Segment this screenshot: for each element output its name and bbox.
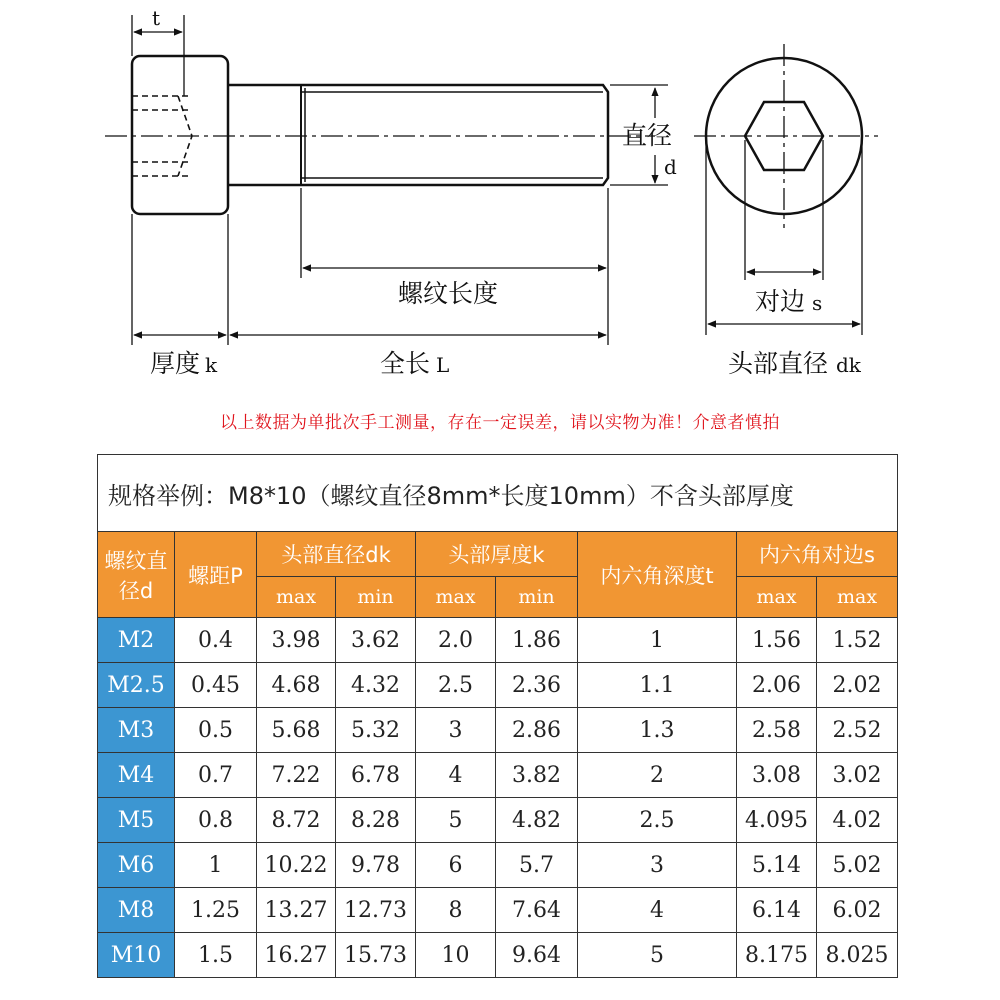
size-cell: M5 [98, 798, 175, 843]
value-cell: 2.5 [416, 663, 496, 708]
subheader-cell: max [257, 577, 336, 618]
value-cell: 2.06 [737, 663, 817, 708]
value-cell: 2 [578, 753, 737, 798]
value-cell: 1 [578, 618, 737, 663]
value-cell: 5.7 [496, 843, 578, 888]
value-cell: 0.5 [175, 708, 257, 753]
value-cell: 4 [416, 753, 496, 798]
value-cell: 7.64 [496, 888, 578, 933]
value-cell: 2.0 [416, 618, 496, 663]
value-cell: 10.22 [257, 843, 336, 888]
value-cell: 16.27 [257, 933, 336, 978]
value-cell: 8.28 [336, 798, 416, 843]
value-cell: 2.5 [578, 798, 737, 843]
subheader-cell: max [416, 577, 496, 618]
thread-length-dimension [301, 188, 608, 345]
table-row [98, 663, 898, 708]
value-cell: 3 [578, 843, 737, 888]
value-cell: 7.22 [257, 753, 336, 798]
size-cell: M10 [98, 933, 175, 978]
value-cell: 10 [416, 933, 496, 978]
subheader-cell: max [817, 577, 898, 618]
value-cell: 2.36 [496, 663, 578, 708]
value-cell: 4.82 [496, 798, 578, 843]
value-cell: 8.025 [817, 933, 898, 978]
header-head-thickness: 头部厚度k [416, 532, 578, 577]
value-cell: 0.8 [175, 798, 257, 843]
screw-head [132, 56, 228, 214]
value-cell: 0.45 [175, 663, 257, 708]
screw-shank [228, 85, 608, 185]
value-cell: 3.82 [496, 753, 578, 798]
value-cell: 1.1 [578, 663, 737, 708]
value-cell: 1.25 [175, 888, 257, 933]
value-cell: 2.02 [817, 663, 898, 708]
value-cell: 3.62 [336, 618, 416, 663]
table-row [98, 708, 898, 753]
subheader-cell: min [336, 577, 416, 618]
size-cell: M2 [98, 618, 175, 663]
value-cell: 1.3 [578, 708, 737, 753]
value-cell: 8.72 [257, 798, 336, 843]
subheader-cell: max [737, 577, 817, 618]
value-cell: 2.86 [496, 708, 578, 753]
table-row [98, 753, 898, 798]
value-cell: 6.02 [817, 888, 898, 933]
value-cell: 3.08 [737, 753, 817, 798]
value-cell: 5 [578, 933, 737, 978]
value-cell: 1.5 [175, 933, 257, 978]
t-label: t [152, 6, 161, 30]
value-cell: 9.78 [336, 843, 416, 888]
size-cell: M2.5 [98, 663, 175, 708]
screw-dimension-drawing [0, 0, 1000, 400]
s-label: s [812, 291, 823, 315]
size-cell: M3 [98, 708, 175, 753]
value-cell: 4.02 [817, 798, 898, 843]
value-cell: 3 [416, 708, 496, 753]
value-cell: 9.64 [496, 933, 578, 978]
value-cell: 12.73 [336, 888, 416, 933]
value-cell: 3.02 [817, 753, 898, 798]
across-flats-label: 对边 [755, 287, 806, 316]
value-cell: 5.02 [817, 843, 898, 888]
value-cell: 1.56 [737, 618, 817, 663]
value-cell: 6.14 [737, 888, 817, 933]
value-cell: 15.73 [336, 933, 416, 978]
value-cell: 5 [416, 798, 496, 843]
header-across-flats: 内六角对边s [737, 532, 898, 577]
disclaimer-text: 以上数据为单批次手工测量，存在一定误差，请以实物为准！介意者慎拍 [220, 413, 780, 433]
header-thread-diameter: 螺纹直径d [98, 532, 175, 618]
total-length-label: 全长 [380, 349, 431, 378]
thread-length-label: 螺纹长度 [398, 279, 499, 308]
k-label: k [205, 353, 218, 377]
table-row [98, 618, 898, 663]
value-cell: 0.4 [175, 618, 257, 663]
d-label: d [664, 155, 677, 179]
value-cell: 4.095 [737, 798, 817, 843]
value-cell: 8.175 [737, 933, 817, 978]
value-cell: 8 [416, 888, 496, 933]
value-cell: 1.86 [496, 618, 578, 663]
value-cell: 4.68 [257, 663, 336, 708]
head-diameter-label: 头部直径 [728, 349, 829, 378]
table-row [98, 933, 898, 978]
value-cell: 5.14 [737, 843, 817, 888]
value-cell: 2.52 [817, 708, 898, 753]
table-row [98, 888, 898, 933]
header-head-diameter: 头部直径dk [257, 532, 416, 577]
value-cell: 13.27 [257, 888, 336, 933]
spec-example: 规格举例：M8*10（螺纹直径8mm*长度10mm）不含头部厚度 [98, 455, 898, 532]
k-L-dimension [132, 214, 606, 345]
value-cell: 1 [175, 843, 257, 888]
value-cell: 2.58 [737, 708, 817, 753]
value-cell: 4.32 [336, 663, 416, 708]
value-cell: 0.7 [175, 753, 257, 798]
spec-table [97, 454, 898, 978]
size-cell: M8 [98, 888, 175, 933]
header-pitch: 螺距P [175, 532, 257, 618]
diameter-label: 直径 [622, 121, 673, 150]
dk-label: dk [836, 353, 861, 377]
value-cell: 5.68 [257, 708, 336, 753]
value-cell: 6.78 [336, 753, 416, 798]
thickness-label: 厚度 [150, 349, 201, 378]
value-cell: 4 [578, 888, 737, 933]
header-socket-depth: 内六角深度t [578, 532, 737, 618]
value-cell: 1.52 [817, 618, 898, 663]
table-row [98, 798, 898, 843]
subheader-cell: min [496, 577, 578, 618]
value-cell: 6 [416, 843, 496, 888]
size-cell: M6 [98, 843, 175, 888]
size-cell: M4 [98, 753, 175, 798]
L-label: L [436, 353, 450, 377]
table-row [98, 843, 898, 888]
value-cell: 5.32 [336, 708, 416, 753]
value-cell: 3.98 [257, 618, 336, 663]
